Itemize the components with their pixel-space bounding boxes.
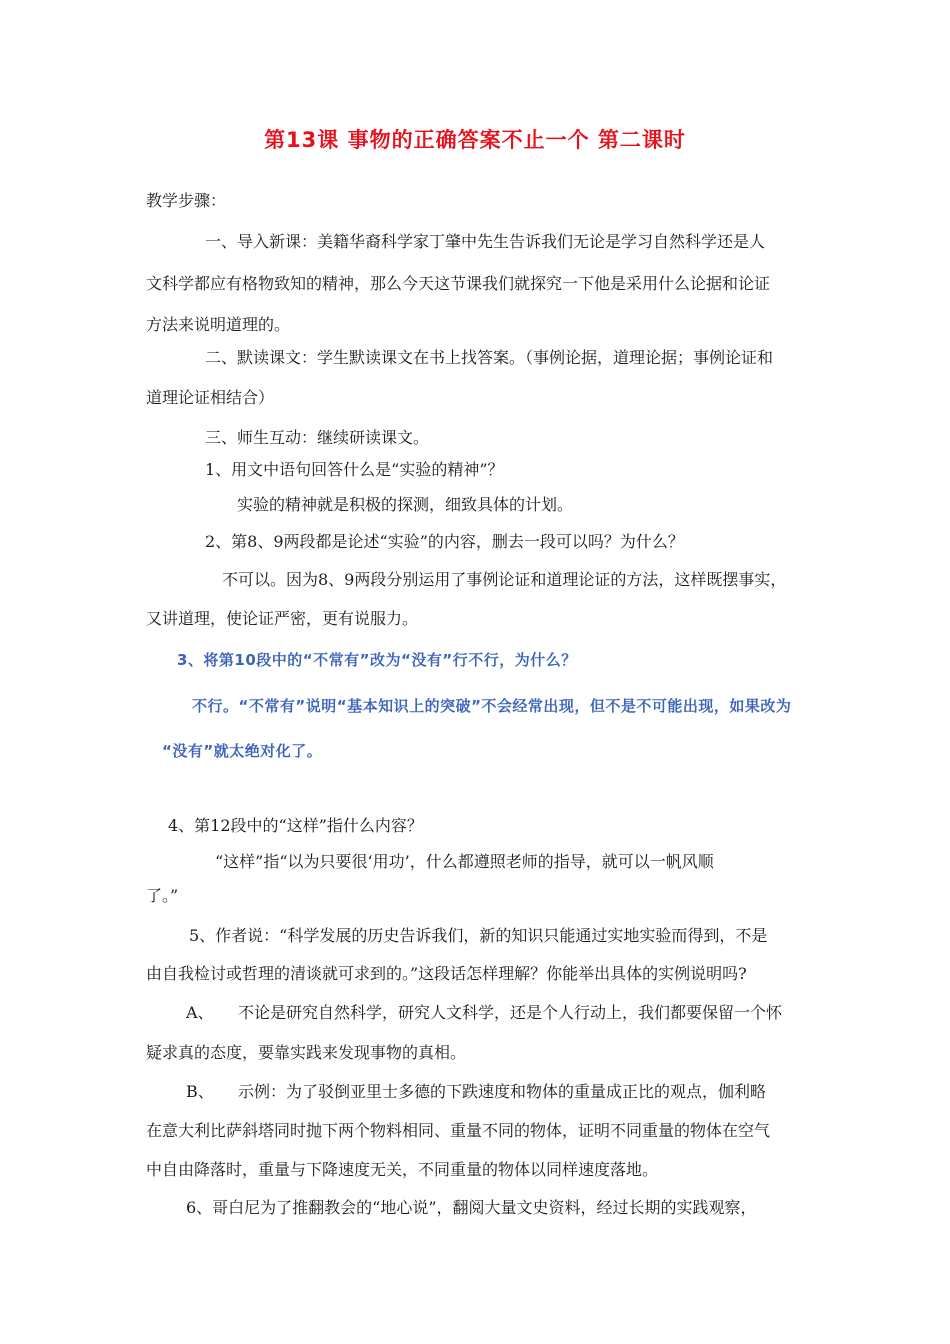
answer-line: 实验的精神就是积极的探测，细致具体的计划。 <box>237 495 574 514</box>
answer-line: 又讲道理，使论证严密，更有说服力。 <box>146 609 419 628</box>
paragraph-line: 道理论证相结合） <box>146 388 275 407</box>
answer-label-a: A、 <box>186 1003 214 1022</box>
paragraph-line: 三、师生互动：继续研读课文。 <box>205 428 430 447</box>
question-line: 1、用文中语句回答什么是“实验的精神”？ <box>205 460 504 479</box>
paragraph-line: 二、默读课文：学生默读课文在书上找答案。（事例论据，道理论据；事例论证和 <box>205 348 774 367</box>
answer-b-text: 示例：为了驳倒亚里士多德的下跌速度和物体的重量成正比的观点，伽利略 <box>238 1082 767 1101</box>
paragraph-line: 一、导入新课：美籍华裔科学家丁肇中先生告诉我们无论是学习自然科学还是人 <box>205 232 766 251</box>
answer-line: 不可以。因为8、9两段分别运用了事例论证和道理论证的方法，这样既摆事实， <box>222 570 787 589</box>
answer-line: 疑求真的态度，要靠实践来发现事物的真相。 <box>146 1043 467 1062</box>
paragraph-line: 文科学都应有格物致知的精神，那么今天这节课我们就探究一下他是采用什么论据和论证 <box>146 274 771 293</box>
question-line: 6、哥白尼为了推翻教会的“地心说”，翻阅大量文史资料，经过长期的实践观察， <box>186 1198 757 1217</box>
question-line: 5、作者说：“科学发展的历史告诉我们，新的知识只能通过实地实验而得到，不是 <box>189 926 768 945</box>
answer-label-b: B、 <box>186 1082 214 1101</box>
question-line: 4、第12段中的“这样”指什么内容？ <box>168 816 423 835</box>
question-line: 由自我检讨或哲理的清谈就可求到的。”这段话怎样理解？你能举出具体的实例说明吗? <box>146 964 747 983</box>
answer-line: 在意大利比萨斜塔同时抛下两个物料相同、重量不同的物体，证明不同重量的物体在空气 <box>146 1121 771 1140</box>
answer-a-line <box>186 1003 782 1023</box>
scanned-answer-line: “没有”就太绝对化了。 <box>162 742 323 760</box>
question-line: 2、第8、9两段都是论述“实验”的内容，删去一段可以吗？为什么？ <box>205 532 684 551</box>
scanned-answer-line: 不行。“不常有”说明“基本知识上的突破”不会经常出现，但不是不可能出现，如果改为 <box>192 697 792 715</box>
answer-line: 了。” <box>146 886 179 905</box>
answer-b-line <box>186 1082 766 1102</box>
steps-heading: 教学步骤： <box>146 191 227 210</box>
answer-line: “这样”指“以为只要很‘用功’，什么都遵照老师的指导，就可以一帆风顺 <box>215 852 714 871</box>
document-title: 第13课 事物的正确答案不止一个 第二课时 <box>264 128 686 152</box>
paragraph-line: 方法来说明道理的。 <box>146 315 291 334</box>
scanned-question-line: 3、将第10段中的“不常有”改为“没有”行不行，为什么？ <box>177 651 577 669</box>
answer-a-text: 不论是研究自然科学，研究人文科学，还是个人行动上，我们都要保留一个怀 <box>238 1003 783 1022</box>
answer-line: 中自由降落时，重量与下降速度无关，不同重量的物体以同样速度落地。 <box>146 1160 659 1179</box>
